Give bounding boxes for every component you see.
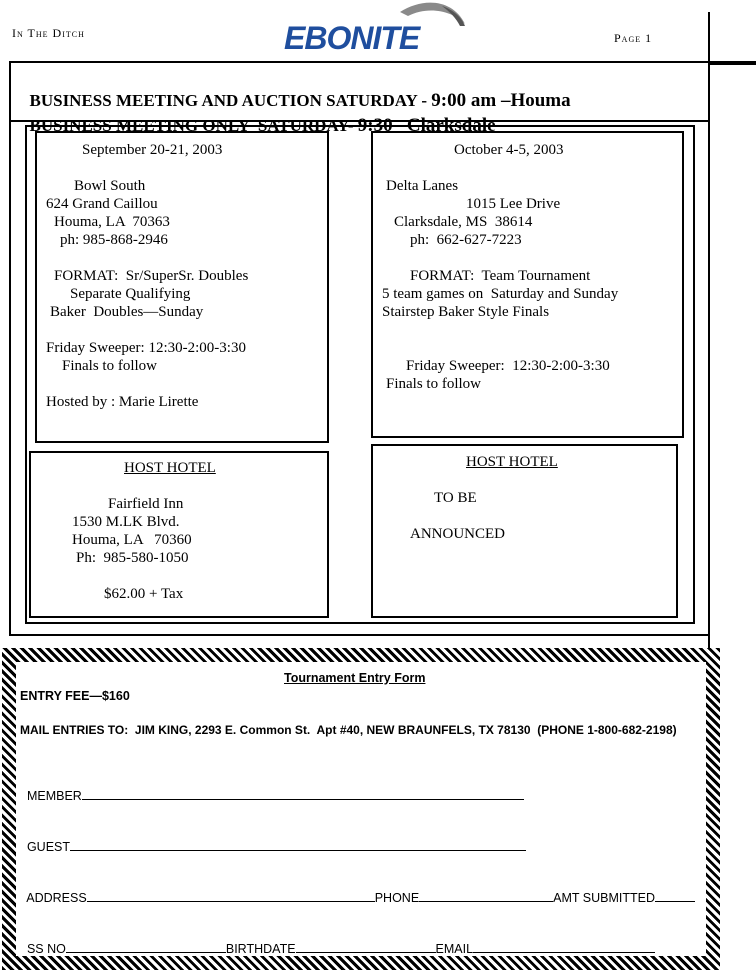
format-games-clarksdale: 5 team games on Saturday and Sunday xyxy=(382,286,619,302)
hotel-tba-line1: TO BE xyxy=(434,490,477,506)
format-clarksdale: FORMAT: Team Tournament xyxy=(410,268,591,284)
address-label: ADDRESS xyxy=(26,891,87,905)
email-label: EMAIL xyxy=(435,942,474,956)
hosted-by-houma: Hosted by : Marie Lirette xyxy=(46,394,199,410)
venue-city-houma: Houma, LA 70363 xyxy=(54,214,170,230)
ss-row xyxy=(20,927,655,956)
format-qualifying-houma: Separate Qualifying xyxy=(70,286,191,302)
entry-fee: ENTRY FEE—$160 xyxy=(20,689,130,703)
guest-label: GUEST xyxy=(26,840,71,854)
event-date-clarksdale: October 4-5, 2003 xyxy=(454,142,564,158)
birthdate-field[interactable] xyxy=(296,941,436,953)
hotel-name-houma: Fairfield Inn xyxy=(108,496,184,512)
venue-address-houma: 624 Grand Caillou xyxy=(46,196,158,212)
mail-entries-to: MAIL ENTRIES TO: JIM KING, 2293 E. Common St. Apt #40, NEW BRAUNFELS, TX 78130 (PHONE 1-800-682-2198) xyxy=(20,723,677,737)
phone-label: PHONE xyxy=(374,891,420,905)
hotel-title-houma: HOST HOTEL xyxy=(124,460,216,476)
sweeper-clarksdale: Friday Sweeper: 12:30-2:00-3:30 xyxy=(406,358,610,374)
format-houma: FORMAT: Sr/SuperSr. Doubles xyxy=(54,268,249,284)
sweeper-houma: Friday Sweeper: 12:30-2:00-3:30 xyxy=(46,340,246,356)
venue-phone-clarksdale: ph: 662-627-7223 xyxy=(410,232,522,248)
birthdate-label: BIRTHDATE xyxy=(225,942,296,956)
guest-row xyxy=(20,825,526,854)
venue-address-clarksdale: 1015 Lee Drive xyxy=(466,196,561,212)
guest-field[interactable] xyxy=(70,839,526,851)
venue-name-houma: Bowl South xyxy=(74,178,146,194)
right-tab-rule xyxy=(708,61,756,65)
amt-submitted-label: AMT SUBMITTED xyxy=(553,891,656,905)
hotel-address-houma: 1530 M.LK Blvd. xyxy=(72,514,180,530)
page-number: Page 1 xyxy=(614,31,653,45)
venue-phone-houma: ph: 985-868-2946 xyxy=(60,232,168,248)
finals-houma: Finals to follow xyxy=(62,358,158,374)
finals-clarksdale: Finals to follow xyxy=(386,376,482,392)
venue-city-clarksdale: Clarksdale, MS 38614 xyxy=(394,214,533,230)
hotel-city-houma: Houma, LA 70360 xyxy=(72,532,192,548)
meeting-line-clarksdale: BUSINESS MEETING ONLY SATURDAY- 9:30 –Clarksdale xyxy=(29,115,496,136)
logo-text: EBONITE xyxy=(284,20,420,56)
hotel-phone-houma: Ph: 985-580-1050 xyxy=(76,550,189,566)
hotel-title-clarksdale: HOST HOTEL xyxy=(466,454,558,470)
member-row xyxy=(20,774,524,803)
member-label: MEMBER xyxy=(26,789,82,803)
hotel-rate-houma: $62.00 + Tax xyxy=(104,586,184,602)
ss-no-field[interactable] xyxy=(66,941,226,953)
phone-field[interactable] xyxy=(419,890,553,902)
format-finals-clarksdale: Stairstep Baker Style Finals xyxy=(382,304,550,320)
email-field[interactable] xyxy=(473,941,655,953)
form-title: Tournament Entry Form xyxy=(284,671,426,685)
amt-submitted-field[interactable] xyxy=(655,890,695,902)
hotel-tba-line2: ANNOUNCED xyxy=(410,526,505,542)
event-date-houma: September 20-21, 2003 xyxy=(82,142,223,158)
format-baker-houma: Baker Doubles—Sunday xyxy=(50,304,204,320)
member-field[interactable] xyxy=(82,788,524,800)
meeting-line-houma: BUSINESS MEETING AND AUCTION SATURDAY - 9:00 am –Houma xyxy=(29,90,571,111)
address-row xyxy=(20,876,695,905)
ss-no-label: SS NO xyxy=(26,942,66,956)
venue-name-clarksdale: Delta Lanes xyxy=(386,178,459,194)
address-field[interactable] xyxy=(87,890,375,902)
ebonite-logo xyxy=(282,0,472,58)
newsletter-title: In The Ditch xyxy=(12,26,85,40)
